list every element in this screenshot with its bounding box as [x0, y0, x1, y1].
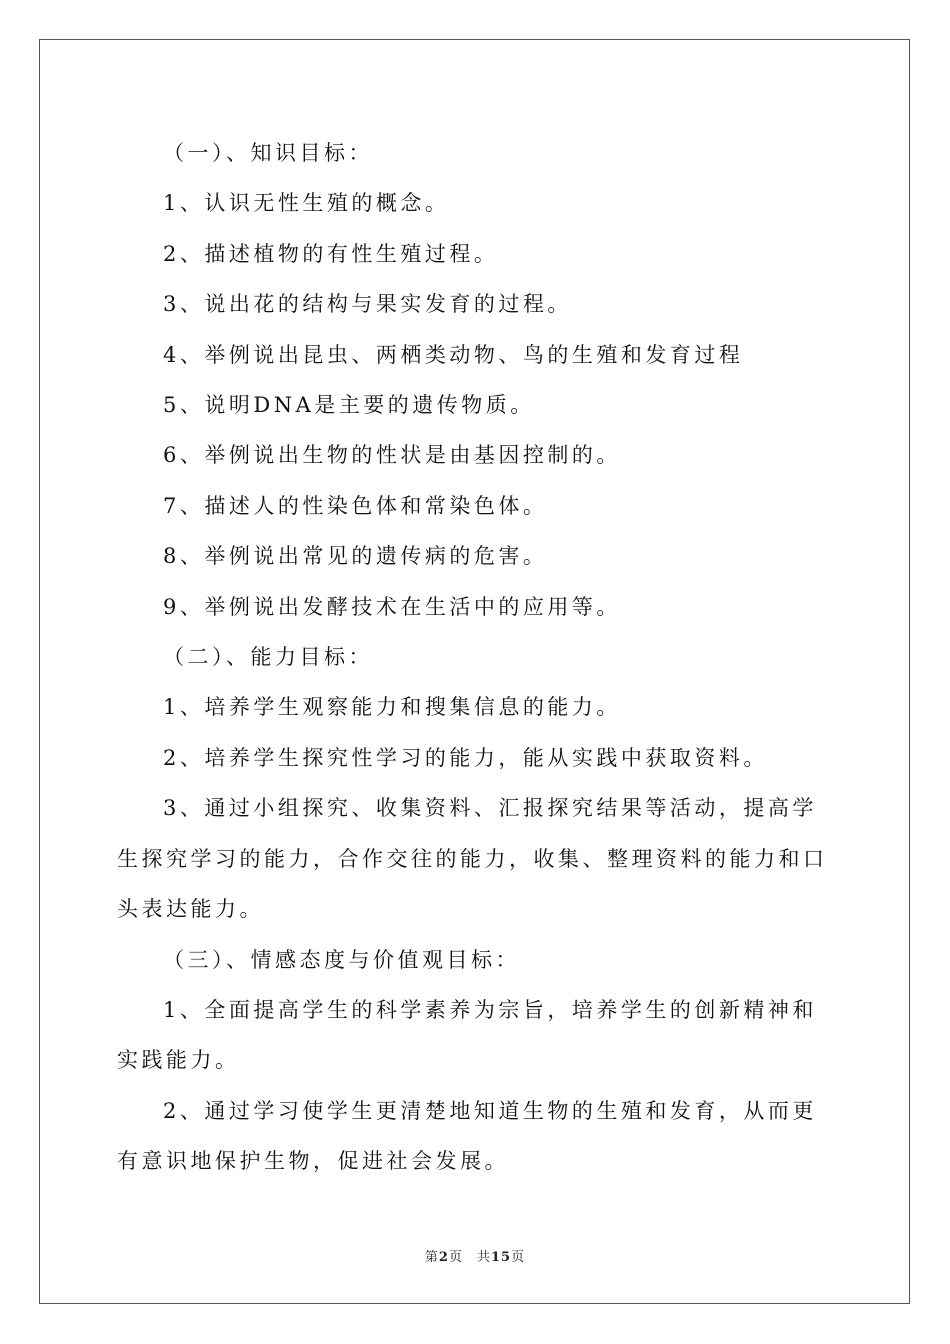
list-item: 5、说明DNA是主要的遗传物质。	[163, 393, 535, 418]
list-item: 1、全面提高学生的科学素养为宗旨，培养学生的创新精神和实践能力。	[117, 997, 817, 1073]
list-item: 8、举例说出常见的遗传病的危害。	[163, 544, 548, 569]
list-item: 3、通过小组探究、收集资料、汇报探究结果等活动，提高学生探究学习的能力，合作交往的能力，收集、整理资料的能力和口头表达能力。	[117, 796, 828, 922]
total-suffix: 页	[511, 1250, 526, 1265]
list-item: 7、描述人的性染色体和常染色体。	[163, 493, 548, 518]
page-suffix: 页	[448, 1250, 463, 1265]
total-prefix: 共	[476, 1250, 491, 1265]
page-prefix: 第	[424, 1250, 439, 1265]
list-item: 2、培养学生探究性学习的能力，能从实践中获取资料。	[163, 745, 768, 770]
list-item: 2、描述植物的有性生殖过程。	[163, 241, 499, 266]
list-item: 1、培养学生观察能力和搜集信息的能力。	[163, 695, 621, 720]
list-item: 6、举例说出生物的性状是由基因控制的。	[163, 443, 621, 468]
document-body	[117, 128, 837, 1187]
section-heading-ability: （二）、能力目标：	[163, 645, 373, 670]
section-heading-emotion: （三）、情感态度与价值观目标：	[163, 947, 520, 972]
section-heading-knowledge: （一）、知识目标：	[163, 141, 373, 165]
list-item: 4、举例说出昆虫、两栖类动物、鸟的生殖和发育过程	[163, 342, 744, 367]
list-item: 2、通过学习使学生更清楚地知道生物的生殖和发育，从而更有意识地保护生物，促进社会发展。	[117, 1098, 817, 1174]
page-number: 2	[438, 1250, 449, 1265]
page-footer	[0, 1246, 950, 1265]
list-item: 1、认识无性生殖的概念。	[163, 191, 450, 216]
list-item: 3、说出花的结构与果实发育的过程。	[163, 292, 572, 317]
total-pages: 15	[490, 1250, 512, 1265]
list-item: 9、举例说出发酵技术在生活中的应用等。	[163, 594, 621, 619]
